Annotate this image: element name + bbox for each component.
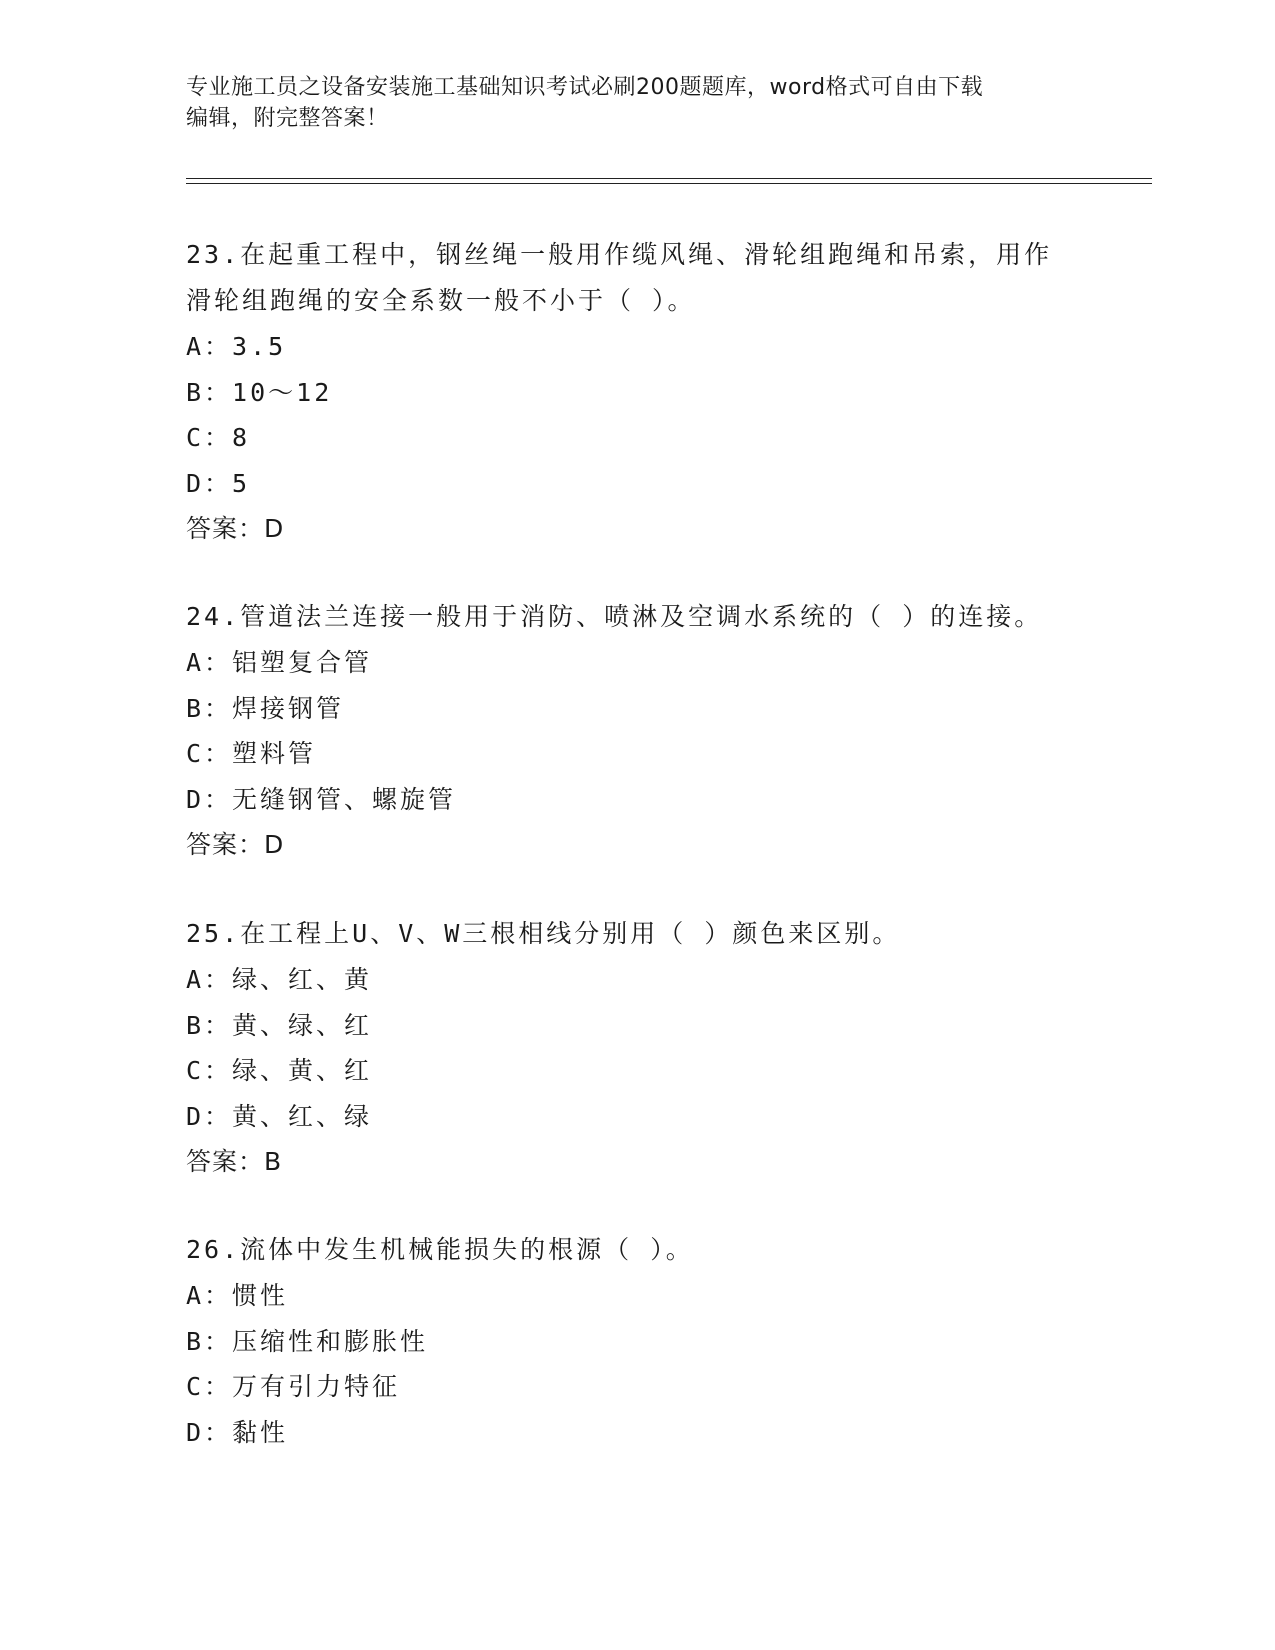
option-d: D：黄、红、绿: [186, 1101, 373, 1131]
question-25: [186, 911, 1086, 1184]
question-stem: 25.在工程上U、V、W三根相线分别用（ ）颜色来区别。: [186, 919, 901, 948]
question-26: [186, 1227, 1086, 1455]
option-b: B：10～12: [186, 377, 333, 407]
header-line-1: 专业施工员之设备安装施工基础知识考试必刷200题题库，word格式可自由下载: [186, 75, 984, 100]
option-c: C：塑料管: [186, 739, 317, 768]
answer: 答案：B: [186, 1147, 283, 1176]
option-d: D：5: [186, 468, 251, 498]
option-c: C：绿、黄、红: [186, 1056, 373, 1085]
option-d: D：黏性: [186, 1417, 289, 1447]
option-a: A：惯性: [186, 1281, 289, 1310]
header-divider-bottom: [186, 183, 1152, 184]
option-b: B：压缩性和膨胀性: [186, 1326, 429, 1356]
option-c: C：8: [186, 423, 251, 452]
option-b: B：焊接钢管: [186, 693, 345, 723]
header-line-2: 编辑，附完整答案！: [186, 106, 389, 131]
option-a: A：绿、红、黄: [186, 965, 373, 994]
question-stem: 26.流体中发生机械能损失的根源（ ）。: [186, 1235, 694, 1264]
question-24: [186, 594, 1086, 867]
question-stem: 24.管道法兰连接一般用于消防、喷淋及空调水系统的（ ）的连接。: [186, 602, 1043, 631]
document-header: [186, 72, 1086, 134]
answer: 答案：D: [186, 830, 285, 859]
option-a: A：铝塑复合管: [186, 648, 373, 677]
question-stem-continued: 滑轮组跑绳的安全系数一般不小于（ ）。: [186, 286, 696, 315]
option-b: B：黄、绿、红: [186, 1010, 373, 1040]
answer: 答案：D: [186, 514, 285, 543]
option-d: D：无缝钢管、螺旋管: [186, 784, 457, 814]
header-divider-top: [186, 178, 1152, 179]
question-stem: 23.在起重工程中，钢丝绳一般用作缆风绳、滑轮组跑绳和吊索，用作: [186, 240, 1053, 269]
question-23: [186, 232, 1086, 551]
option-c: C：万有引力特征: [186, 1372, 401, 1401]
option-a: A：3.5: [186, 332, 287, 361]
